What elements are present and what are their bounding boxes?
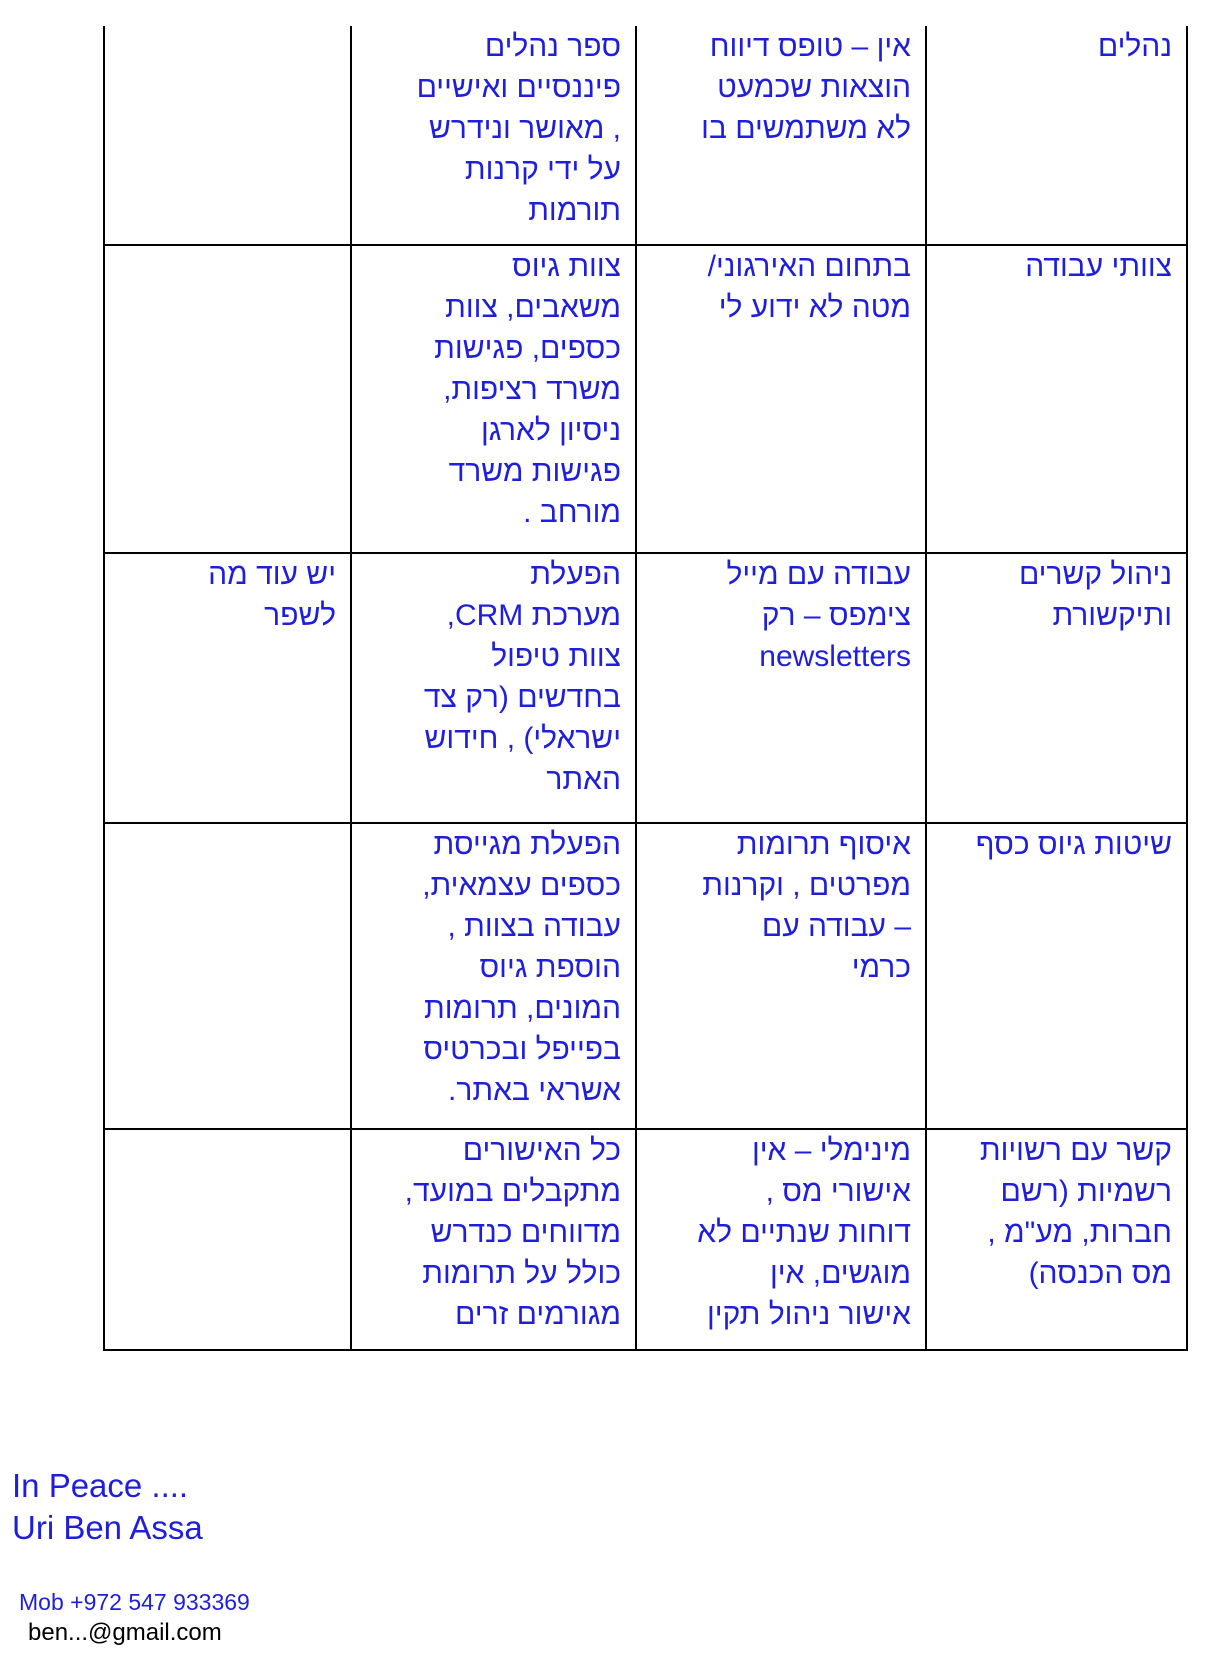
row-category-cell bbox=[926, 553, 1187, 823]
row-category-cell bbox=[926, 245, 1187, 553]
notes-cell bbox=[104, 26, 351, 245]
notes-cell bbox=[104, 553, 351, 823]
table-row bbox=[104, 26, 1187, 245]
cell-text: איסוף תרומות מפרטים , וקרנות – עבודה עם כרמי bbox=[702, 828, 911, 984]
cell-text: בתחום האירגוני/ מטה לא ידוע לי bbox=[707, 250, 911, 324]
after-state-cell bbox=[351, 26, 636, 245]
cell-text: מינימלי – אין אישורי מס , דוחות שנתיים לא מוגשים, אין אישור ניהול תקין bbox=[697, 1134, 911, 1331]
before-state-cell bbox=[636, 823, 926, 1129]
notes-cell bbox=[104, 1129, 351, 1350]
cell-text: קשר עם רשויות רשמיות (רשם חברות, מע"מ , מס הכנסה) bbox=[979, 1134, 1172, 1290]
notes-cell bbox=[104, 823, 351, 1129]
cell-text: יש עוד מה לשפר bbox=[208, 558, 336, 632]
after-state-cell bbox=[351, 553, 636, 823]
cell-text: צוותי עבודה bbox=[1025, 250, 1172, 283]
after-state-cell bbox=[351, 1129, 636, 1350]
after-state-cell bbox=[351, 245, 636, 553]
row-category-cell bbox=[926, 823, 1187, 1129]
table-row bbox=[104, 1129, 1187, 1350]
cell-text: הפעלת מגייסת כספים עצמאית, עבודה בצוות , הוספת גיוס המונים, תרומות בפייפל ובכרטיס אשראי באתר. bbox=[422, 828, 621, 1107]
cell-text: כל האישורים מתקבלים במועד, מדווחים כנדרש כולל על תרומות מגורמים זרים bbox=[404, 1134, 621, 1331]
cell-text: אין – טופס דיווח הוצאות שכמעט לא משתמשים בו bbox=[701, 30, 911, 145]
signature-email: ben...@gmail.com bbox=[28, 1619, 222, 1646]
cell-text: הפעלת מערכת CRM, צוות טיפול בחדשים (רק צד ישראלי) , חידוש האתר bbox=[423, 558, 621, 796]
before-state-cell bbox=[636, 553, 926, 823]
table-row bbox=[104, 823, 1187, 1129]
before-state-cell bbox=[636, 245, 926, 553]
table-row bbox=[104, 245, 1187, 553]
row-category-cell bbox=[926, 26, 1187, 245]
notes-cell bbox=[104, 245, 351, 553]
cell-text: שיטות גיוס כסף bbox=[975, 828, 1172, 861]
cell-text: ספר נהלים פיננסיים ואישיים , מאושר ונידרש על ידי קרנות תורמות bbox=[416, 30, 621, 227]
signature-name: Uri Ben Assa bbox=[12, 1509, 203, 1546]
cell-text: צוות גיוס משאבים, צוות כספים, פגישות משרד רציפות, ניסיון לארגן פגישות משרד מורחב . bbox=[434, 250, 621, 529]
comparison-table bbox=[103, 26, 1188, 1351]
signature-closing: In Peace .... bbox=[12, 1467, 189, 1504]
after-state-cell bbox=[351, 823, 636, 1129]
row-category-cell bbox=[926, 1129, 1187, 1350]
signature-phone: Mob +972 547 933369 bbox=[19, 1589, 250, 1615]
cell-text: נהלים bbox=[1097, 30, 1172, 63]
cell-text: ניהול קשרים ותיקשורת bbox=[1018, 558, 1172, 632]
before-state-cell bbox=[636, 1129, 926, 1350]
table-row bbox=[104, 553, 1187, 823]
before-state-cell bbox=[636, 26, 926, 245]
cell-text: עבודה עם מייל צימפס – רק newsletters bbox=[726, 558, 911, 673]
